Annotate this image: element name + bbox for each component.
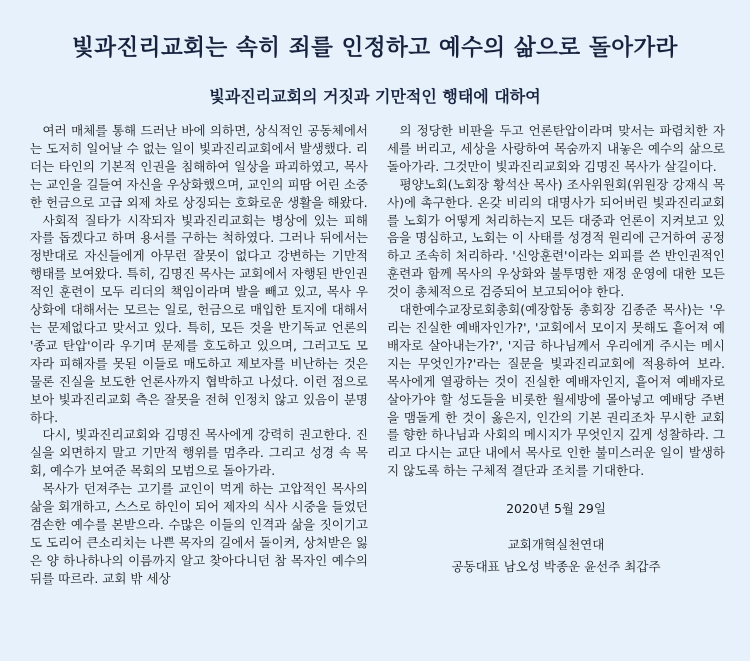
paragraph: 다시, 빛과진리교회와 김명진 목사에게 강력히 권고한다. 진실을 외면하지 말고 기만적 행위를 멈추라. 그리고 성경 속 목회, 예수가 보여준 목회의 모범으로 돌아가라. [30,427,368,479]
representatives: 공동대표 남오성 박종운 윤선주 최갑주 [451,559,661,575]
paragraph: 평양노회(노회장 황석산 목사) 조사위원회(위원장 강재식 목사)에 촉구한다. 온갖 비리의 대명사가 되어버린 빛과진리교회를 노회가 어떻게 처리하는지 모든 대중과 언론이 지켜보고 있음을 명심하고, 노회는 이 사태를 성경적 원리에 근거하여 공정하고 조속히 처리하라. '신앙훈련'이라는 외피를 쓴 반인권적인 훈련과 함께 목사의 우상화와 불투명한 재정 운영에 대한 모든 것이 총체적으로 검증되어 보고되어야 한다. [387,176,725,300]
left-column [30,122,368,588]
organization-name: 교회개혁실천연대 [507,537,605,553]
paragraph: 의 정당한 비판을 두고 언론탄압이라며 맞서는 파렴치한 자세를 버리고, 세상을 사랑하여 목숨까지 내놓은 예수의 삶으로 돌아가라. 그것만이 빛과진리교회와 김명진 목사가 살길이다. [387,123,725,174]
page-title: 빛과진리교회는 속히 죄를 인정하고 예수의 삶으로 돌아가라 [72,35,678,61]
paragraph: 여러 매체를 통해 드러난 바에 의하면, 상식적인 공동체에서는 도저히 일어날 수 없는 일이 빛과진리교회에서 발생했다. 리더는 타인의 기본적 인권을 침해하여 일상을 파괴하였고, 목사는 교인을 길들여 자신을 우상화했으며, 교인의 피땀 어린 소중한 헌금으로 고급 외제 차로 상징되는 호화로운 생활을 해왔다. [30,123,368,210]
page-subtitle: 빛과진리교회의 거짓과 기만적인 행태에 대하여 [209,87,541,106]
statement-date: 2020년 5월 29일 [506,501,606,517]
paragraph: 사회적 질타가 시작되자 빛과진리교회는 병상에 있는 피해자를 돕겠다고 하며 용서를 구하는 척하였다. 그러나 뒤에서는 정반대로 자신들에게 아무런 잘못이 없다고 강변하는 기만적 행태를 보여왔다. 특히, 김명진 목사는 교회에서 자행된 반인권적인 훈련이 모두 리더의 책임이라며 발을 빼고 있고, 목사 우상화에 대해서는 모르는 일로, 헌금으로 매입한 토지에 대해서는 문제없다고 맞서고 있다. 특히, 모든 것을 반기독교 언론의 '종교 탄압'이라 우기며 문제를 호도하고 있으며, 그러고도 모자라 피해자를 못된 이들로 매도하고 제보자를 비난하는 것은 물론 진실을 보도한 언론사까지 협박하고 나섰다. 이런 점으로 보아 빛과진리교회 측은 잘못을 전혀 인정치 않고 있음이 분명하다. [30,212,368,425]
right-column [387,122,725,578]
paragraph: 대한예수교장로회총회(예장합동 총회장 김종준 목사)는 '우리는 진실한 예배자인가?', '교회에서 모이지 못해도 흩어져 예배자로 살아내는가?', '지금 하나님께서 우리에게 주시는 메시지는 무엇인가?'라는 질문을 빛과진리교회에 적용하여 보라. 목사에게 열광하는 것이 진실한 예배자인지, 흩어져 예배자로 살아가야 할 성도들을 비롯한 월세방에 몰아넣고 예배당 주변을 맴돌게 한 것이 옳은지, 인간의 기본 권리조차 무시한 교회를 향한 하나님과 사회의 메시지가 무엇인지 깊게 성찰하라. 그리고 다시는 교단 내에서 목사로 인한 불미스러운 일이 발생하지 않도록 하는 구체적 결단과 조치를 기대한다. [387,302,725,479]
paragraph: 목사가 던져주는 고기를 교인이 먹게 하는 고압적인 목사의 삶을 회개하고, 스스로 하인이 되어 제자의 식사 시중을 들었던 겸손한 예수를 본받으라. 수많은 이들의 인격과 삶을 짓이기고도 도리어 큰소리치는 나쁜 목자의 길에서 돌이켜, 상처받은 잃은 양 하나하나의 이름까지 알고 찾아다니던 참 목자인 예수의 뒤를 따르라. 교회 밖 세상 [30,481,368,586]
